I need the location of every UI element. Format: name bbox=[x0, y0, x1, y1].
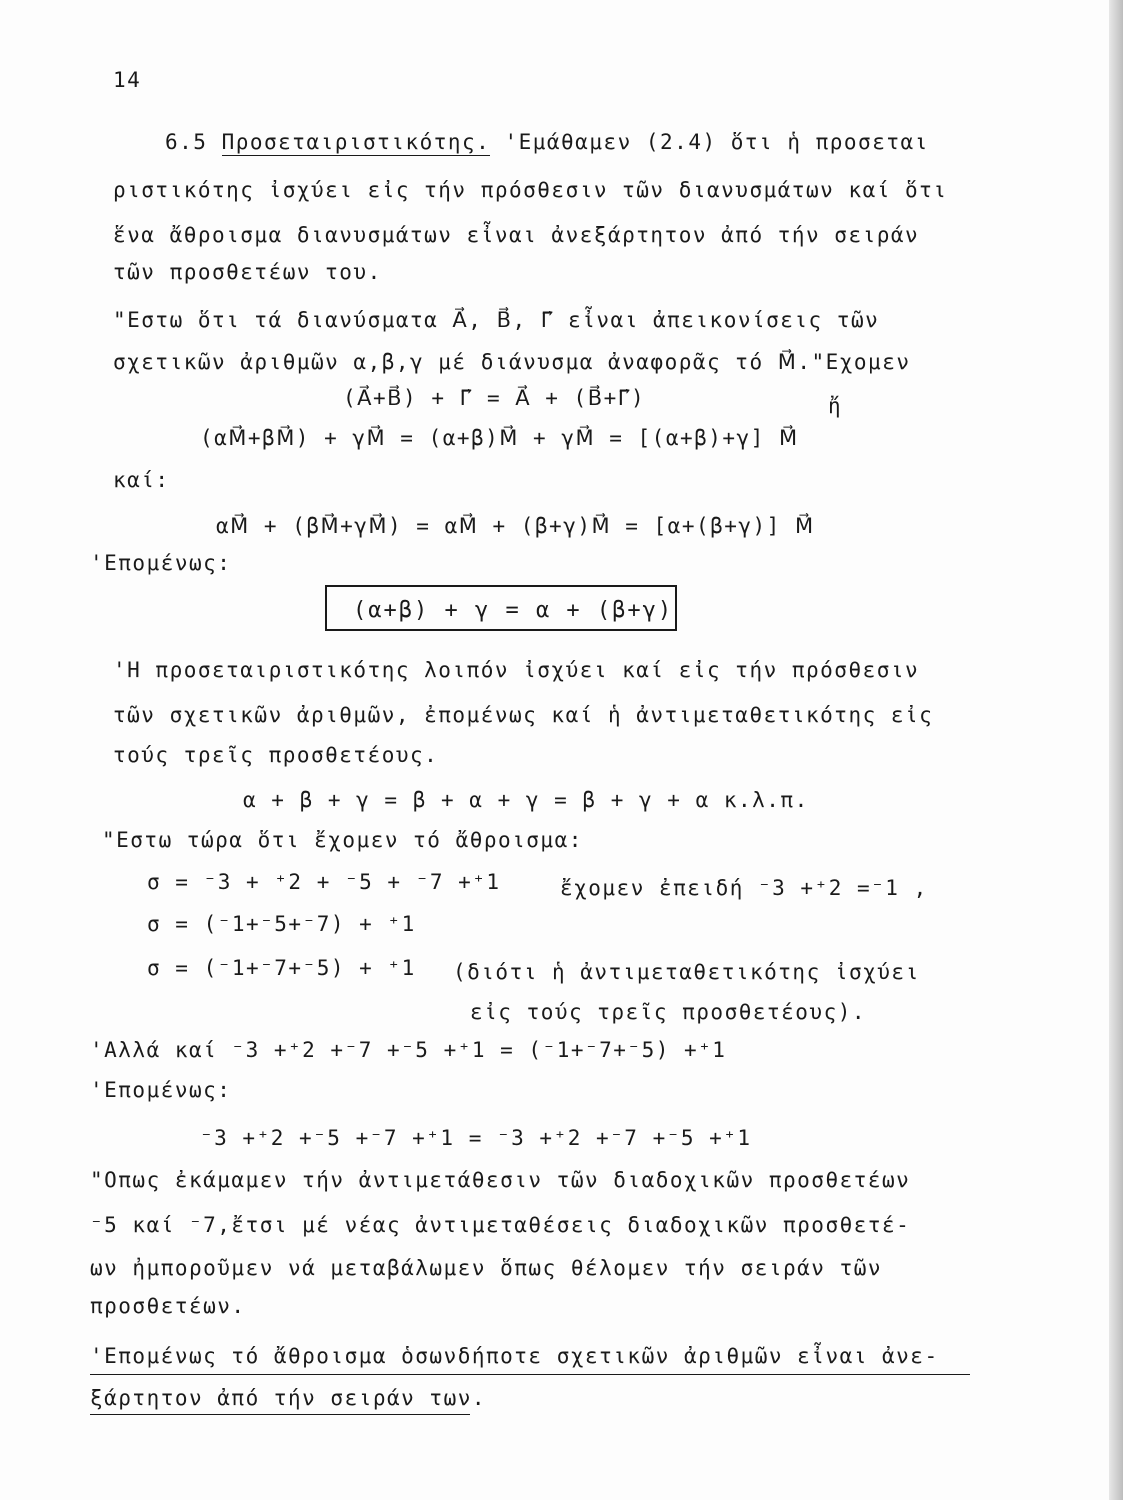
word-epomenos: 'Επομένως: bbox=[90, 551, 232, 575]
section-intro: 'Εμάθαμεν (2.4) ὅτι ἡ προσεται bbox=[504, 130, 929, 154]
sum-line-1-note: ἔχομεν ἐπειδή ⁻3 +⁺2 =⁻1 , bbox=[560, 876, 928, 900]
text-line: τούς τρεῖς προσθετέους. bbox=[113, 743, 439, 767]
sum-line-1: σ = ⁻3 + ⁺2 + ⁻5 + ⁻7 +⁺1 bbox=[147, 870, 501, 894]
text-line: "Εστω τώρα ὅτι ἔχομεν τό ἄθροισμα: bbox=[102, 828, 583, 852]
boxed-formula bbox=[325, 585, 677, 631]
conclusion-underline-1 bbox=[90, 1374, 970, 1375]
equation-vector-assoc: (A⃗+B⃗) + Γ⃗ = A⃗ + (B⃗+Γ⃗) bbox=[343, 386, 646, 410]
section-number: 6.5 bbox=[165, 130, 208, 154]
text-line: προσθετέων. bbox=[90, 1294, 246, 1318]
equation-commutation: α + β + γ = β + α + γ = β + γ + α κ.λ.π. bbox=[243, 788, 809, 812]
page-number: 14 bbox=[113, 68, 142, 92]
text-line: τῶν προσθετέων του. bbox=[113, 260, 382, 284]
sum-line-2: σ = (⁻1+⁻5+⁻7) + ⁺1 bbox=[147, 912, 416, 936]
equation-scalar-right: αM⃗ + (βM⃗+γM⃗) = αM⃗ + (β+γ)M⃗ = [α+(β+γ)] M⃗ bbox=[216, 514, 815, 538]
scan-edge-shadow bbox=[1109, 0, 1123, 1500]
equation-scalar-left: (αM⃗+βM⃗) + γM⃗ = (α+β)M⃗ + γM⃗ = [(α+β)+γ] M⃗ bbox=[200, 426, 799, 450]
conclusion-line-1: 'Επομένως τό ἄθροισμα ὁσωνδήποτε σχετικῶν ἀριθμῶν εἶναι ἀνε- bbox=[90, 1344, 939, 1368]
text-line: ων ἠμποροῦμεν νά μεταβάλωμεν ὅπως θέλομεν τήν σειράν τῶν bbox=[90, 1256, 883, 1280]
sum-line-3: σ = (⁻1+⁻7+⁻5) + ⁺1 bbox=[147, 956, 416, 980]
text-line: 'Η προσεταιριστικότης λοιπόν ἰσχύει καί εἰς τήν πρόσθεσιν bbox=[113, 658, 920, 682]
sum-line-3-note-cont: εἰς τούς τρεῖς προσθετέους). bbox=[470, 1000, 867, 1024]
text-line: ριστικότης ἰσχύει εἰς τήν πρόσθεσιν τῶν διανυσμάτων καί ὅτι bbox=[113, 178, 948, 202]
section-title: Προσεταιριστικότης. bbox=[221, 130, 491, 154]
word-epomenos: 'Επομένως: bbox=[90, 1078, 232, 1102]
text-line: 'Αλλά καί ⁻3 +⁺2 +⁻7 +⁻5 +⁺1 = (⁻1+⁻7+⁻5) +⁺1 bbox=[90, 1038, 727, 1062]
conclusion-line-2: ξάρτητον ἀπό τήν σειράν των. bbox=[90, 1386, 487, 1410]
text-line: ⁻5 καί ⁻7,ἔτσι μέ νέας ἀντιμεταθέσεις διαδοχικῶν προσθετέ- bbox=[90, 1213, 911, 1237]
conclusion-underline-2 bbox=[90, 1414, 470, 1415]
equation-final-sum: ⁻3 +⁺2 +⁻5 +⁻7 +⁺1 = ⁻3 +⁺2 +⁻7 +⁻5 +⁺1 bbox=[200, 1126, 752, 1150]
text-line: τῶν σχετικῶν ἀριθμῶν, ἐπομένως καί ἡ ἀντιμεταθετικότης εἰς bbox=[113, 703, 934, 727]
sum-line-3-note: (διότι ἡ ἀντιμεταθετικότης ἰσχύει bbox=[453, 960, 920, 984]
word-kai: καί: bbox=[113, 468, 170, 492]
section-heading bbox=[165, 132, 929, 153]
text-line: "Εστω ὅτι τά διανύσματα A⃗, B⃗, Γ⃗ εἶναι ἀπεικονίσεις τῶν bbox=[113, 308, 880, 332]
text-line: "Οπως ἐκάμαμεν τήν ἀντιμετάθεσιν τῶν διαδοχικῶν προσθετέων bbox=[90, 1168, 911, 1192]
text-line: ἕνα ἄθροισμα διανυσμάτων εἶναι ἀνεξάρτητον ἀπό τήν σειράν bbox=[113, 223, 920, 247]
equation-or: ἤ bbox=[828, 394, 843, 418]
boxed-formula-text: (α+β) + γ = α + (β+γ) bbox=[353, 598, 674, 623]
text-line: σχετικῶν ἀριθμῶν α,β,γ μέ διάνυσμα ἀναφορᾶς τό M⃗."Εχομεν bbox=[113, 350, 911, 374]
